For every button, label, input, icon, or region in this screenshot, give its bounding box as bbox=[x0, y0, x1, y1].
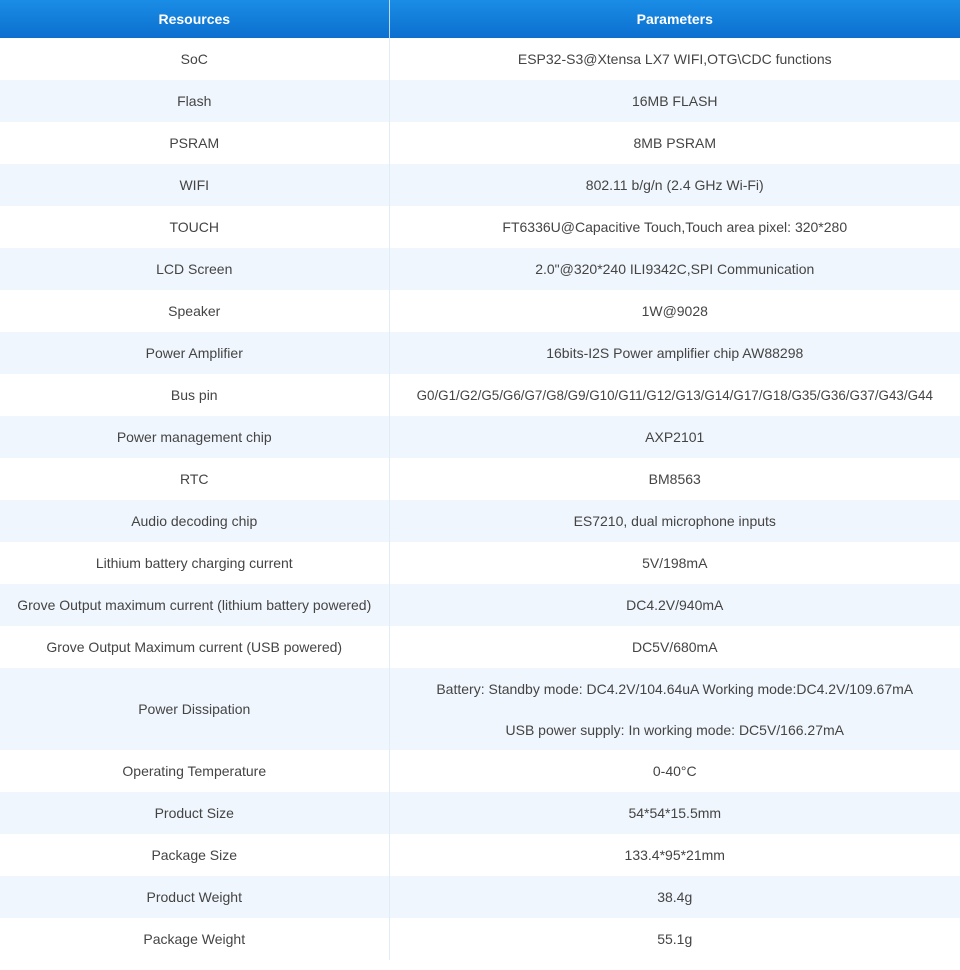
table-row bbox=[0, 374, 960, 416]
parameter-cell: 38.4g bbox=[389, 876, 960, 918]
resource-cell: LCD Screen bbox=[0, 248, 389, 290]
parameter-cell: BM8563 bbox=[648, 471, 701, 487]
parameter-cell: 54*54*15.5mm bbox=[389, 792, 960, 834]
table-row bbox=[0, 38, 960, 80]
resource-cell: Speaker bbox=[0, 290, 389, 332]
parameter-cell: 5V/198mA bbox=[642, 555, 708, 571]
header-resources: Resources bbox=[0, 0, 389, 38]
resource-cell: Grove Output maximum current (lithium battery powered) bbox=[0, 584, 389, 626]
table-row bbox=[0, 542, 960, 584]
parameter-cell: 1W@9028 bbox=[641, 303, 708, 319]
table-row bbox=[0, 584, 960, 626]
parameter-cell: DC4.2V/940mA bbox=[389, 584, 960, 626]
resource-cell: Product Weight bbox=[0, 876, 389, 918]
resource-cell: Audio decoding chip bbox=[0, 500, 389, 542]
resource-cell: Flash bbox=[0, 80, 389, 122]
table-row bbox=[0, 80, 960, 122]
resource-cell: Bus pin bbox=[0, 374, 389, 416]
resource-cell: RTC bbox=[0, 458, 389, 500]
parameter-line: Battery: Standby mode: DC4.2V/104.64uA Working mode:DC4.2V/109.67mA bbox=[436, 680, 914, 697]
resource-cell: Power Dissipation bbox=[0, 668, 389, 750]
parameter-cell: 55.1g bbox=[657, 931, 693, 947]
table-row bbox=[0, 626, 960, 668]
resource-cell: Grove Output Maximum current (USB powered) bbox=[0, 626, 389, 668]
parameter-cell: 802.11 b/g/n (2.4 GHz Wi-Fi) bbox=[389, 164, 960, 206]
resource-cell: Product Size bbox=[0, 792, 389, 834]
parameter-cell: G0/G1/G2/G5/G6/G7/G8/G9/G10/G11/G12/G13/G14/G17/G18/G35/G36/G37/G43/G44 bbox=[416, 387, 933, 403]
table-row bbox=[0, 750, 960, 792]
parameter-cell: AXP2101 bbox=[389, 416, 960, 458]
resource-cell: WIFI bbox=[0, 164, 389, 206]
resource-cell: Package Size bbox=[0, 834, 389, 876]
resource-cell: SoC bbox=[0, 38, 389, 80]
resource-cell: Operating Temperature bbox=[0, 750, 389, 792]
resource-cell: PSRAM bbox=[0, 122, 389, 164]
table-row bbox=[0, 668, 960, 750]
table-row bbox=[0, 122, 960, 164]
parameter-cell: 0-40°C bbox=[652, 763, 697, 779]
table-row bbox=[0, 416, 960, 458]
parameter-cell: 8MB PSRAM bbox=[633, 135, 716, 151]
parameter-cell: 2.0"@320*240 ILI9342C,SPI Communication bbox=[389, 248, 960, 290]
parameter-cell: 16MB FLASH bbox=[389, 80, 960, 122]
table-header-row bbox=[0, 0, 960, 38]
table-row bbox=[0, 500, 960, 542]
table-row bbox=[0, 834, 960, 876]
resource-cell: TOUCH bbox=[0, 206, 389, 248]
parameter-cell: DC5V/680mA bbox=[631, 639, 718, 655]
resource-cell: Package Weight bbox=[0, 918, 389, 960]
table-row bbox=[0, 876, 960, 918]
table-row bbox=[0, 206, 960, 248]
header-parameters: Parameters bbox=[389, 0, 960, 38]
table-row bbox=[0, 458, 960, 500]
table-row bbox=[0, 164, 960, 206]
resource-cell: Lithium battery charging current bbox=[0, 542, 389, 584]
table-row bbox=[0, 332, 960, 374]
parameter-cell: 133.4*95*21mm bbox=[624, 847, 725, 863]
table-row bbox=[0, 792, 960, 834]
parameter-cell: ES7210, dual microphone inputs bbox=[389, 500, 960, 542]
resource-cell: Power Amplifier bbox=[0, 332, 389, 374]
table-row bbox=[0, 918, 960, 960]
table-row bbox=[0, 290, 960, 332]
parameter-line: USB power supply: In working mode: DC5V/166.27mA bbox=[505, 721, 844, 738]
parameter-cell bbox=[389, 668, 960, 750]
resource-cell: Power management chip bbox=[0, 416, 389, 458]
parameter-cell: FT6336U@Capacitive Touch,Touch area pixel: 320*280 bbox=[502, 219, 848, 235]
parameter-cell: 16bits-I2S Power amplifier chip AW88298 bbox=[389, 332, 960, 374]
parameter-cell: ESP32-S3@Xtensa LX7 WIFI,OTG\CDC functions bbox=[517, 51, 832, 67]
table-row bbox=[0, 248, 960, 290]
